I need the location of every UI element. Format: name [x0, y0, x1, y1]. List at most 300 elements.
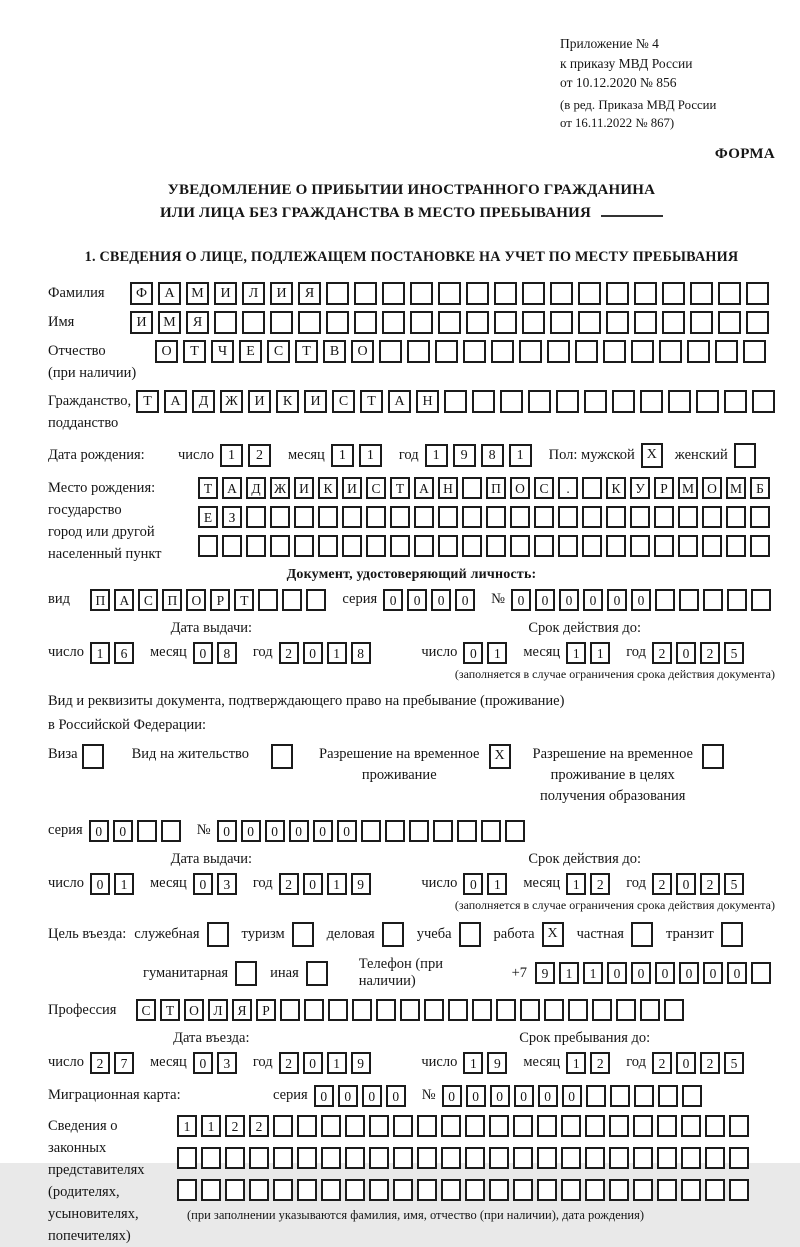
cell[interactable] — [466, 311, 489, 334]
cell[interactable] — [537, 1115, 557, 1137]
permit-issue-day-cells[interactable] — [90, 873, 138, 895]
cell[interactable]: А — [388, 390, 411, 413]
cell[interactable] — [342, 535, 362, 557]
cell[interactable]: 1 — [359, 444, 382, 467]
representatives-row2-cells[interactable] — [177, 1147, 753, 1169]
cell[interactable] — [561, 1115, 581, 1137]
cell[interactable] — [721, 922, 743, 947]
cell[interactable] — [342, 506, 362, 528]
cell[interactable] — [438, 311, 461, 334]
cell[interactable]: 0 — [511, 589, 531, 611]
cell[interactable] — [410, 311, 433, 334]
cell[interactable] — [270, 311, 293, 334]
cell[interactable] — [137, 820, 157, 842]
cell[interactable]: 5 — [724, 1052, 744, 1074]
cell[interactable] — [705, 1115, 725, 1137]
cell[interactable] — [321, 1147, 341, 1169]
cell[interactable]: 2 — [652, 1052, 672, 1074]
sex-male-checkbox[interactable] — [641, 443, 663, 468]
cell[interactable] — [681, 1115, 701, 1137]
patronymic-cells[interactable] — [155, 340, 771, 363]
cell[interactable]: 1 — [566, 1052, 586, 1074]
cell[interactable]: 0 — [676, 873, 696, 895]
cell[interactable] — [726, 535, 746, 557]
cell[interactable]: 1 — [463, 1052, 483, 1074]
doc-expiry-year-cells[interactable] — [652, 642, 748, 664]
cell[interactable] — [752, 390, 775, 413]
cell[interactable]: И — [342, 477, 362, 499]
cell[interactable]: 5 — [724, 873, 744, 895]
cell[interactable]: 8 — [217, 642, 237, 664]
cell[interactable] — [727, 589, 747, 611]
migration-series-cells[interactable] — [314, 1085, 410, 1107]
cell[interactable]: 9 — [453, 444, 476, 467]
cell[interactable] — [729, 1147, 749, 1169]
cell[interactable]: 0 — [607, 962, 627, 984]
cell[interactable]: 2 — [279, 1052, 299, 1074]
cell[interactable] — [225, 1179, 245, 1201]
cell[interactable]: 1 — [220, 444, 243, 467]
cell[interactable] — [249, 1179, 269, 1201]
cell[interactable] — [520, 999, 540, 1021]
cell[interactable] — [448, 999, 468, 1021]
cell[interactable]: 0 — [463, 642, 483, 664]
cell[interactable] — [634, 282, 657, 305]
cell[interactable]: 0 — [265, 820, 285, 842]
cell[interactable] — [486, 506, 506, 528]
cell[interactable]: Ж — [270, 477, 290, 499]
cell[interactable] — [494, 311, 517, 334]
cell[interactable] — [382, 311, 405, 334]
cell[interactable]: И — [270, 282, 293, 305]
cell[interactable] — [612, 390, 635, 413]
cell[interactable]: 1 — [566, 642, 586, 664]
cell[interactable] — [462, 477, 482, 499]
cell[interactable] — [668, 390, 691, 413]
cell[interactable]: Е — [239, 340, 262, 363]
cell[interactable]: 1 — [177, 1115, 197, 1137]
cell[interactable] — [438, 282, 461, 305]
cell[interactable]: 0 — [362, 1085, 382, 1107]
citizenship-cells[interactable] — [136, 390, 780, 413]
purpose-gumanitarnaya-checkbox[interactable] — [235, 961, 257, 986]
cell[interactable] — [292, 922, 314, 947]
cell[interactable] — [246, 535, 266, 557]
cell[interactable]: Я — [232, 999, 252, 1021]
representatives-row1-cells[interactable] — [177, 1115, 753, 1137]
cell[interactable]: 1 — [487, 642, 507, 664]
purpose-sluzhebnaya-checkbox[interactable] — [207, 922, 229, 947]
cell[interactable] — [489, 1147, 509, 1169]
cell[interactable] — [390, 506, 410, 528]
cell[interactable] — [609, 1115, 629, 1137]
cell[interactable] — [568, 999, 588, 1021]
permit-series-cells[interactable] — [89, 820, 185, 842]
cell[interactable] — [678, 535, 698, 557]
cell[interactable] — [582, 506, 602, 528]
cell[interactable]: X — [542, 922, 564, 947]
cell[interactable]: Т — [160, 999, 180, 1021]
cell[interactable]: 0 — [289, 820, 309, 842]
cell[interactable] — [282, 589, 302, 611]
cell[interactable] — [606, 535, 626, 557]
cell[interactable] — [438, 506, 458, 528]
cell[interactable]: 0 — [303, 873, 323, 895]
cell[interactable]: 0 — [583, 589, 603, 611]
cell[interactable] — [634, 311, 657, 334]
cell[interactable]: 1 — [201, 1115, 221, 1137]
purpose-inaya-checkbox[interactable] — [306, 961, 328, 986]
cell[interactable] — [634, 1085, 654, 1107]
cell[interactable] — [750, 535, 770, 557]
cell[interactable]: 0 — [727, 962, 747, 984]
cell[interactable]: С — [534, 477, 554, 499]
cell[interactable] — [658, 1085, 678, 1107]
cell[interactable] — [318, 506, 338, 528]
doc-issue-day-cells[interactable] — [90, 642, 138, 664]
cell[interactable]: Ж — [220, 390, 243, 413]
cell[interactable] — [606, 282, 629, 305]
cell[interactable] — [715, 340, 738, 363]
cell[interactable] — [486, 535, 506, 557]
cell[interactable] — [297, 1115, 317, 1137]
cell[interactable]: П — [486, 477, 506, 499]
cell[interactable]: 1 — [327, 1052, 347, 1074]
cell[interactable]: Р — [256, 999, 276, 1021]
cell[interactable] — [631, 340, 654, 363]
cell[interactable]: 0 — [676, 1052, 696, 1074]
cell[interactable]: М — [186, 282, 209, 305]
cell[interactable] — [369, 1179, 389, 1201]
cell[interactable] — [82, 744, 104, 769]
cell[interactable] — [489, 1179, 509, 1201]
cell[interactable]: 1 — [425, 444, 448, 467]
cell[interactable] — [690, 311, 713, 334]
cell[interactable] — [705, 1147, 725, 1169]
cell[interactable] — [726, 506, 746, 528]
birth-year-cells[interactable] — [425, 444, 537, 467]
cell[interactable]: М — [726, 477, 746, 499]
cell[interactable]: С — [366, 477, 386, 499]
cell[interactable]: 0 — [655, 962, 675, 984]
cell[interactable] — [513, 1115, 533, 1137]
cell[interactable]: О — [510, 477, 530, 499]
cell[interactable] — [306, 961, 328, 986]
cell[interactable] — [494, 282, 517, 305]
cell[interactable] — [441, 1179, 461, 1201]
cell[interactable]: Е — [198, 506, 218, 528]
firstname-cells[interactable] — [130, 311, 774, 334]
cell[interactable]: 2 — [248, 444, 271, 467]
cell[interactable] — [522, 282, 545, 305]
cell[interactable]: 0 — [113, 820, 133, 842]
representatives-row3-cells[interactable] — [177, 1179, 753, 1201]
cell[interactable]: 9 — [351, 1052, 371, 1074]
cell[interactable]: М — [158, 311, 181, 334]
cell[interactable] — [354, 311, 377, 334]
cell[interactable] — [441, 1115, 461, 1137]
cell[interactable] — [393, 1147, 413, 1169]
cell[interactable]: Л — [208, 999, 228, 1021]
cell[interactable] — [746, 311, 769, 334]
birth-place-row3-cells[interactable] — [198, 535, 774, 557]
cell[interactable] — [544, 999, 564, 1021]
cell[interactable]: 0 — [562, 1085, 582, 1107]
doc-issue-year-cells[interactable] — [279, 642, 375, 664]
cell[interactable] — [242, 311, 265, 334]
cell[interactable] — [657, 1147, 677, 1169]
visa-checkbox[interactable] — [82, 744, 104, 769]
cell[interactable]: 9 — [487, 1052, 507, 1074]
edu-permit-checkbox[interactable] — [702, 744, 724, 769]
cell[interactable] — [177, 1147, 197, 1169]
cell[interactable] — [584, 390, 607, 413]
cell[interactable] — [198, 535, 218, 557]
cell[interactable] — [751, 589, 771, 611]
cell[interactable] — [462, 506, 482, 528]
cell[interactable] — [177, 1179, 197, 1201]
cell[interactable] — [630, 506, 650, 528]
doc-number-cells[interactable] — [511, 589, 775, 611]
cell[interactable]: Л — [242, 282, 265, 305]
migration-number-cells[interactable] — [442, 1085, 706, 1107]
cell[interactable] — [505, 820, 525, 842]
cell[interactable]: 0 — [463, 873, 483, 895]
purpose-tranzit-checkbox[interactable] — [721, 922, 743, 947]
cell[interactable]: Д — [246, 477, 266, 499]
cell[interactable] — [328, 999, 348, 1021]
cell[interactable] — [640, 390, 663, 413]
birth-place-row2-cells[interactable] — [198, 506, 774, 528]
cell[interactable]: 0 — [314, 1085, 334, 1107]
cell[interactable]: О — [186, 589, 206, 611]
cell[interactable] — [273, 1147, 293, 1169]
cell[interactable] — [654, 535, 674, 557]
cell[interactable] — [201, 1147, 221, 1169]
permit-expiry-day-cells[interactable] — [463, 873, 511, 895]
cell[interactable] — [433, 820, 453, 842]
cell[interactable] — [463, 340, 486, 363]
cell[interactable] — [534, 535, 554, 557]
cell[interactable] — [366, 506, 386, 528]
cell[interactable]: 1 — [566, 873, 586, 895]
cell[interactable]: 2 — [700, 1052, 720, 1074]
cell[interactable]: 0 — [303, 1052, 323, 1074]
cell[interactable] — [214, 311, 237, 334]
cell[interactable]: 0 — [193, 642, 213, 664]
cell[interactable]: 0 — [676, 642, 696, 664]
cell[interactable] — [345, 1179, 365, 1201]
cell[interactable] — [603, 340, 626, 363]
cell[interactable]: . — [558, 477, 578, 499]
cell[interactable]: 2 — [590, 873, 610, 895]
cell[interactable] — [585, 1179, 605, 1201]
cell[interactable] — [369, 1147, 389, 1169]
cell[interactable] — [657, 1115, 677, 1137]
cell[interactable] — [435, 340, 458, 363]
cell[interactable]: 2 — [700, 642, 720, 664]
cell[interactable]: 1 — [90, 642, 110, 664]
cell[interactable]: 0 — [455, 589, 475, 611]
cell[interactable] — [606, 311, 629, 334]
cell[interactable]: 0 — [559, 589, 579, 611]
cell[interactable]: 2 — [279, 642, 299, 664]
cell[interactable] — [616, 999, 636, 1021]
cell[interactable] — [393, 1179, 413, 1201]
cell[interactable] — [465, 1179, 485, 1201]
cell[interactable]: Т — [136, 390, 159, 413]
cell[interactable] — [417, 1115, 437, 1137]
cell[interactable]: Б — [750, 477, 770, 499]
cell[interactable]: О — [351, 340, 374, 363]
cell[interactable]: А — [222, 477, 242, 499]
cell[interactable]: К — [276, 390, 299, 413]
cell[interactable]: 7 — [114, 1052, 134, 1074]
cell[interactable] — [558, 535, 578, 557]
cell[interactable]: 1 — [590, 642, 610, 664]
permit-issue-year-cells[interactable] — [279, 873, 375, 895]
birth-place-row1-cells[interactable] — [198, 477, 774, 499]
cell[interactable] — [609, 1179, 629, 1201]
cell[interactable] — [610, 1085, 630, 1107]
cell[interactable] — [246, 506, 266, 528]
cell[interactable]: 2 — [652, 642, 672, 664]
cell[interactable]: 0 — [89, 820, 109, 842]
cell[interactable]: 0 — [313, 820, 333, 842]
temp-permit-checkbox[interactable] — [489, 744, 511, 769]
entry-day-cells[interactable] — [90, 1052, 138, 1074]
cell[interactable] — [606, 506, 626, 528]
cell[interactable] — [382, 922, 404, 947]
cell[interactable] — [326, 311, 349, 334]
cell[interactable]: 2 — [279, 873, 299, 895]
cell[interactable] — [270, 506, 290, 528]
cell[interactable] — [438, 535, 458, 557]
cell[interactable]: Р — [210, 589, 230, 611]
cell[interactable] — [424, 999, 444, 1021]
cell[interactable] — [414, 535, 434, 557]
cell[interactable]: Р — [654, 477, 674, 499]
cell[interactable]: И — [248, 390, 271, 413]
cell[interactable] — [382, 282, 405, 305]
purpose-chastnaya-checkbox[interactable] — [631, 922, 653, 947]
cell[interactable]: 2 — [700, 873, 720, 895]
doc-expiry-day-cells[interactable] — [463, 642, 511, 664]
cell[interactable] — [321, 1179, 341, 1201]
cell[interactable] — [702, 535, 722, 557]
cell[interactable]: 1 — [114, 873, 134, 895]
purpose-ucheba-checkbox[interactable] — [459, 922, 481, 947]
sex-female-checkbox[interactable] — [734, 443, 756, 468]
cell[interactable] — [633, 1115, 653, 1137]
cell[interactable]: 2 — [590, 1052, 610, 1074]
doc-expiry-month-cells[interactable] — [566, 642, 614, 664]
cell[interactable]: И — [294, 477, 314, 499]
cell[interactable] — [510, 535, 530, 557]
cell[interactable] — [441, 1147, 461, 1169]
cell[interactable] — [679, 589, 699, 611]
cell[interactable] — [561, 1147, 581, 1169]
cell[interactable] — [750, 506, 770, 528]
cell[interactable]: Н — [438, 477, 458, 499]
cell[interactable] — [640, 999, 660, 1021]
cell[interactable] — [345, 1147, 365, 1169]
cell[interactable] — [258, 589, 278, 611]
cell[interactable]: 0 — [383, 589, 403, 611]
profession-cells[interactable] — [136, 999, 688, 1021]
cell[interactable] — [585, 1115, 605, 1137]
stay-month-cells[interactable] — [566, 1052, 614, 1074]
cell[interactable] — [550, 311, 573, 334]
cell[interactable] — [655, 589, 675, 611]
cell[interactable] — [410, 282, 433, 305]
cell[interactable] — [630, 535, 650, 557]
cell[interactable] — [496, 999, 516, 1021]
cell[interactable]: С — [138, 589, 158, 611]
cell[interactable]: А — [114, 589, 134, 611]
cell[interactable]: Я — [298, 282, 321, 305]
permit-number-cells[interactable] — [217, 820, 529, 842]
cell[interactable] — [249, 1147, 269, 1169]
cell[interactable] — [207, 922, 229, 947]
cell[interactable] — [465, 1115, 485, 1137]
cell[interactable] — [724, 390, 747, 413]
cell[interactable] — [687, 340, 710, 363]
cell[interactable]: 0 — [386, 1085, 406, 1107]
cell[interactable]: 0 — [241, 820, 261, 842]
cell[interactable] — [161, 820, 181, 842]
cell[interactable] — [586, 1085, 606, 1107]
cell[interactable] — [500, 390, 523, 413]
cell[interactable] — [407, 340, 430, 363]
cell[interactable]: З — [222, 506, 242, 528]
cell[interactable] — [457, 820, 477, 842]
cell[interactable]: 1 — [487, 873, 507, 895]
cell[interactable] — [654, 506, 674, 528]
cell[interactable]: Ф — [130, 282, 153, 305]
cell[interactable]: П — [90, 589, 110, 611]
cell[interactable]: 0 — [193, 873, 213, 895]
cell[interactable]: 6 — [114, 642, 134, 664]
permit-issue-month-cells[interactable] — [193, 873, 241, 895]
cell[interactable] — [718, 282, 741, 305]
cell[interactable] — [444, 390, 467, 413]
cell[interactable] — [321, 1115, 341, 1137]
cell[interactable]: С — [136, 999, 156, 1021]
cell[interactable] — [662, 282, 685, 305]
cell[interactable] — [318, 535, 338, 557]
cell[interactable] — [326, 282, 349, 305]
cell[interactable] — [345, 1115, 365, 1137]
cell[interactable] — [681, 1179, 701, 1201]
cell[interactable] — [585, 1147, 605, 1169]
cell[interactable]: И — [130, 311, 153, 334]
cell[interactable] — [556, 390, 579, 413]
cell[interactable] — [409, 820, 429, 842]
cell[interactable] — [561, 1179, 581, 1201]
cell[interactable] — [631, 922, 653, 947]
cell[interactable]: Я — [186, 311, 209, 334]
cell[interactable] — [379, 340, 402, 363]
cell[interactable]: 0 — [407, 589, 427, 611]
cell[interactable]: К — [606, 477, 626, 499]
cell[interactable] — [270, 535, 290, 557]
cell[interactable] — [729, 1179, 749, 1201]
cell[interactable]: 0 — [607, 589, 627, 611]
cell[interactable] — [609, 1147, 629, 1169]
cell[interactable] — [513, 1179, 533, 1201]
cell[interactable]: 2 — [249, 1115, 269, 1137]
